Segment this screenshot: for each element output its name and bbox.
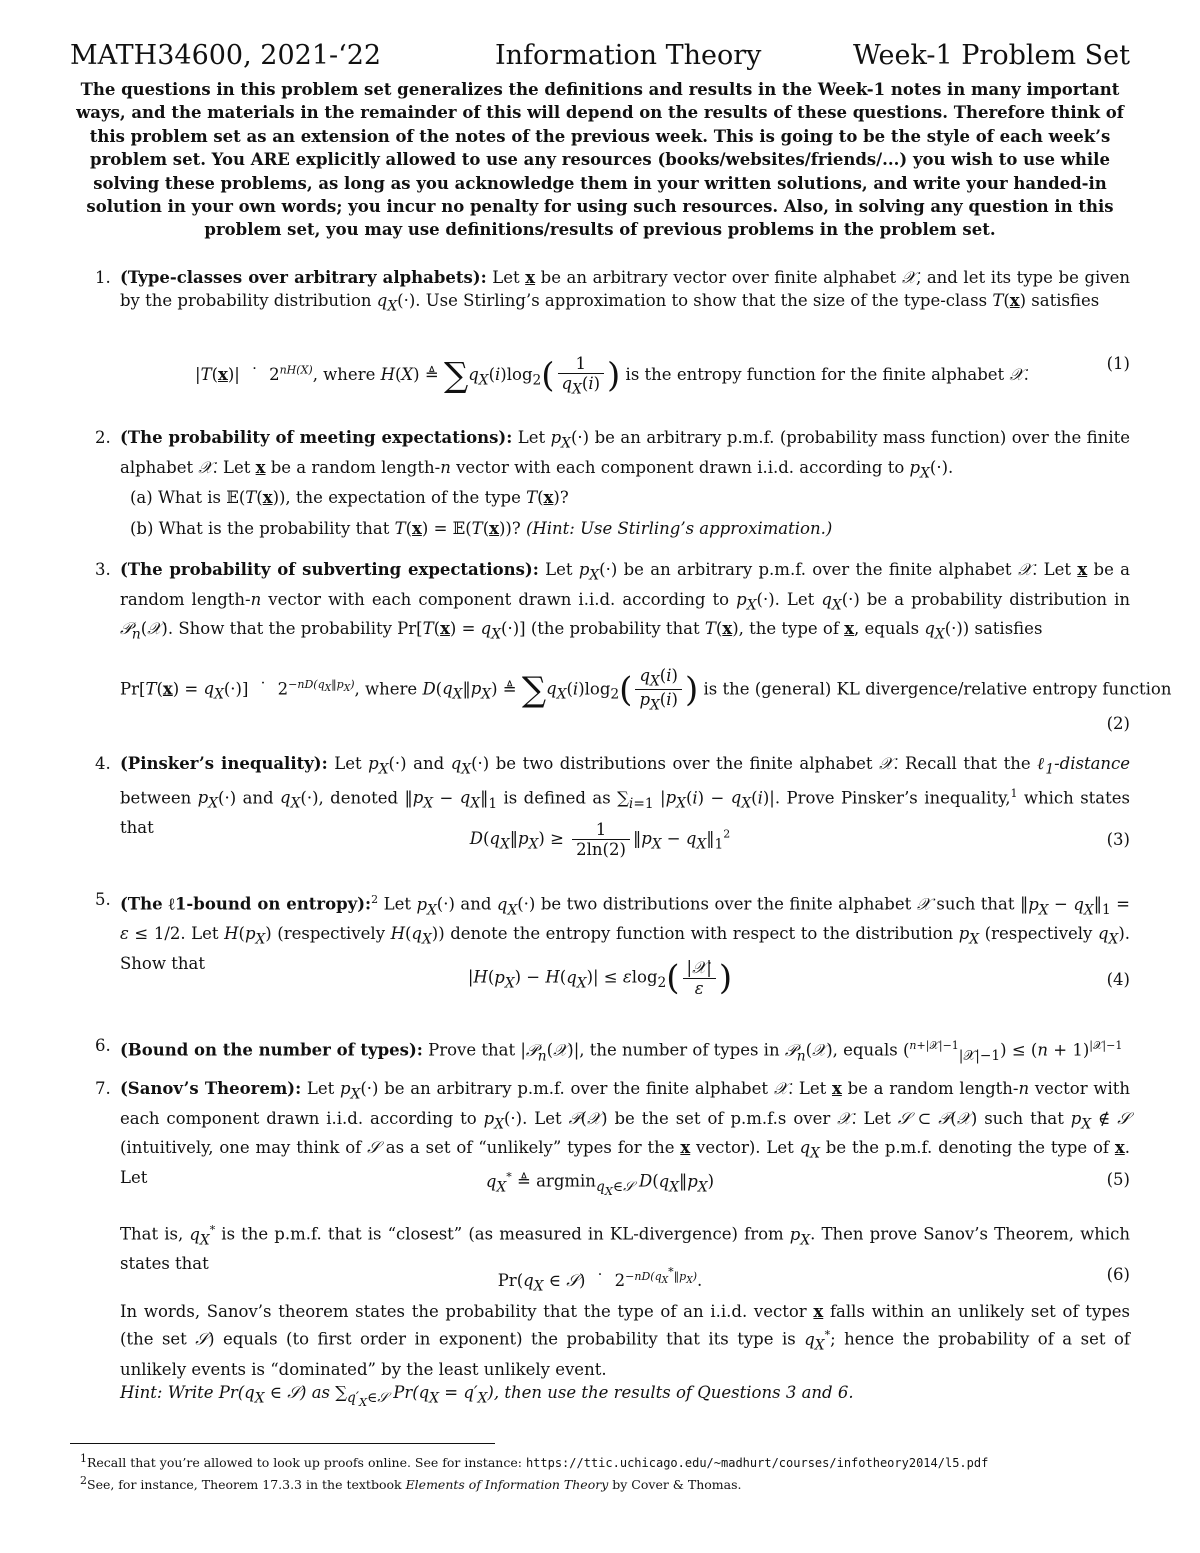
- problem-3: 3. (The probability of subverting expectations): Let $p_X(\cdot)$ be an arbitrary p.m.f. over the finite alphabet 𝒳. Let x be a random length-n vector with each component drawn i.i.d. according to $p_X(\cdot)$. Let $q_X(\cdot)$ be a probability distribution in 𝒫$_n$(𝒳). Show that the probability $Pr[T(x) = q_X(\cdot)]$ (the probability that T(x), the type of x, equals $q_X(\cdot)$) satisfies: [95, 560, 1130, 643]
- page-header: [70, 40, 1130, 76]
- equation-number: (1): [1106, 354, 1130, 373]
- equation-6: $Pr(q_X$ ∈ 𝒮) ˙ $2^{-nD(q_X^*‖p_X)}$. (6): [497, 1265, 1130, 1295]
- equation-2: $Pr[T(x) = q_X(\cdot)]$ ˙ $2^{-nD(q_X‖p_X)}$, where $D(q_X‖p_X)$ ≜ $\sum q_X(i)\log_2$( $\frac{q_X(i)}{p_X(i)}$ ) is the (general) KL divergence/relative entropy function: [120, 666, 1172, 714]
- problem-number: 5.: [95, 890, 111, 909]
- problem-number: 6.: [95, 1036, 111, 1055]
- problem-number: 4.: [95, 754, 111, 773]
- equation-4: $|H(p_X) - H(q_X)| \le \varepsilon\log_2$( $\frac{\text{|𝒳|}}{\varepsilon}$ ) (4): [467, 958, 1130, 998]
- problem-number: 7.: [95, 1079, 111, 1098]
- problem-5: 5. (The ℓ1-bound on entropy):$^2$ Let $p_X(\cdot)$ and $q_X(\cdot)$ be two distributions over the finite alphabet 𝒳 such that $‖p_X$ − $q_X‖_1 = \varepsilon \le 1/2$. Let $H(p_X)$ (respectively $H(q_X)$) denote the entropy function with respect to the distribution $p_X$ (respectively $q_X$). Show that: [95, 890, 1131, 973]
- problem-2b: (b) What is the probability that T(x) = 𝔼(T(x))? (Hint: Use Stirling’s approximation.): [130, 519, 833, 538]
- problem-1: 1. (Type-classes over arbitrary alphabets): Let x be an arbitrary vector over finite alphabet 𝒳, and let its type be given by the probability distribution $q_X(\cdot)$. Use Stirling’s approximation to show that the size of the type-class T(x) satisfies: [95, 268, 1130, 315]
- problem-title: (Sanov’s Theorem):: [120, 1079, 302, 1098]
- problem-title: (Type-classes over arbitrary alphabets):: [120, 268, 487, 287]
- equation-5: $q_X^*$ ≜ argmin$_{q_X\in 𝒮}$ $D(q_X‖p_X)$ (5): [485, 1170, 1130, 1198]
- problem-title: (The probability of subverting expectations):: [120, 560, 539, 579]
- equation-number: (6): [1106, 1265, 1130, 1284]
- problem-title: (The probability of meeting expectations):: [120, 428, 513, 447]
- problem-7-remark: In words, Sanov’s theorem states the probability that the type of an i.i.d. vector x falls within an unlikely set of types (the set 𝒮) equals (to first order in exponent) the probability that its type is $q_X^*$; hence the probability of a set of unlikely events is “dominated” by the least unlikely event. Hint: Write $Pr(q_X$ ∈ 𝒮) as $\sum_{q'_X\in 𝒮}$ $Pr(q_X = q'_X)$, then use the results of Questions 3 and 6.: [120, 1302, 1131, 1410]
- course-subject: Information Theory: [495, 40, 762, 71]
- equation-3: $D(q_X‖p_X)$ ≥ $\frac{1}{2\ln(2)}$ $‖p_X$ − $q_X‖_1^2$ (3): [469, 820, 1130, 859]
- problem-title: (Pinsker’s inequality):: [120, 754, 328, 773]
- footnote-link[interactable]: https://ttic.uchicago.edu/~madhurt/courses/infotheory2014/l5.pdf: [525, 1456, 989, 1471]
- footnote-1: $^1$Recall that you’re allowed to look up proofs online. See for instance: https://ttic.uchicago.edu/~madhurt/courses/infotheory2014/l5.pdf: [80, 1452, 989, 1471]
- problem-6: 6. (Bound on the number of types): Prove that |𝒫$_n$(𝒳)|, the number of types in 𝒫$_n$(𝒳), equals $(^{n+|𝒳|-1}_{|𝒳|-1}) \le (n + 1)^{|𝒳|-1}$: [95, 1036, 1123, 1064]
- footnote-rule: [70, 1443, 495, 1444]
- problem-title: (The ℓ1-bound on entropy):: [120, 894, 372, 914]
- problem-number: 1.: [95, 268, 111, 287]
- problem-7: 7. (Sanov’s Theorem): Let $p_X(\cdot)$ be an arbitrary p.m.f. over the finite alphabet 𝒳. Let x be a random length-n vector with each component drawn i.i.d. according to $p_X(\cdot)$. Let 𝒫(𝒳) be the set of p.m.f.s over 𝒳. Let 𝒮 ⊂ 𝒫(𝒳) such that $p_X$ ∉ 𝒮 (intuitively, one may think of 𝒮 as a set of “unlikely” types for the x vector). Let $q_X$ be the p.m.f. denoting the type of x. Let: [95, 1079, 1131, 1188]
- problem-number: 2.: [95, 428, 111, 447]
- problem-2a: (a) What is 𝔼(T(x)), the expectation of the type T(x)?: [130, 488, 569, 507]
- problem-4: 4. (Pinsker’s inequality): Let $p_X(\cdot)$ and $q_X(\cdot)$ be two distributions over the finite alphabet 𝒳. Recall that the ℓ$_1$-distance between $p_X(\cdot)$ and $q_X(\cdot)$, denoted $‖p_X$ − $q_X‖_1$ is defined as $\sum_{i=1}$ $|p_X(i) - q_X(i)|$. Prove Pinsker’s inequality,$^1$ which states that: [95, 754, 1131, 837]
- course-code: MATH34600, 2021-‘22: [70, 40, 382, 71]
- problem-7-continued: That is, $q_X^*$ is the p.m.f. that is “closest” (as measured in KL-divergence) from $p_X$. Then prove Sanov’s Theorem, which states that: [120, 1223, 1130, 1274]
- equation-number: (3): [1106, 830, 1130, 849]
- problem-set-title: Week-1 Problem Set: [852, 40, 1130, 71]
- problem-2: 2. (The probability of meeting expectations): Let $p_X(\cdot)$ be an arbitrary p.m.f. (probability mass function) over the finite alphabet 𝒳. Let x be a random length-n vector with each component drawn i.i.d. according to $p_X(\cdot)$.: [95, 428, 1130, 481]
- equation-number: (4): [1106, 970, 1130, 989]
- footnote-2: $^2$See, for instance, Theorem 17.3.3 in the textbook Elements of Information Theory by Cover & Thomas.: [80, 1474, 742, 1493]
- problem-title: (Bound on the number of types):: [120, 1040, 423, 1060]
- equation-number: (5): [1106, 1170, 1130, 1189]
- equation-number: (2): [1106, 714, 1130, 733]
- problem-number: 3.: [95, 560, 111, 579]
- intro-paragraph: The questions in this problem set generalizes the definitions and results in the Week-1 notes in many important ways, and the materials in the remainder of this will depend on the results of these questions. Therefore think of this problem set as an extension of the notes of the previous week. This is going to be the style of each week’s problem set. You ARE explicitly allowed to use any resources (books/websites/friends/...) you wish to use while solving these problems, as long as you acknowledge them in your written solutions, and write your handed-in solution in your own words; you incur no penalty for using such resources. Also, in solving any question in this problem set, you may use definitions/results of previous problems in the problem set.: [76, 80, 1124, 240]
- equation-1: |T(x)| ˙ $2^{nH(X)}$, where H(X) ≜ $\sum q_X(i)\log_2$( $\frac{1}{q_X(i)}$ ) is the entropy function for the finite alphabet 𝒳. (1): [195, 354, 1130, 398]
